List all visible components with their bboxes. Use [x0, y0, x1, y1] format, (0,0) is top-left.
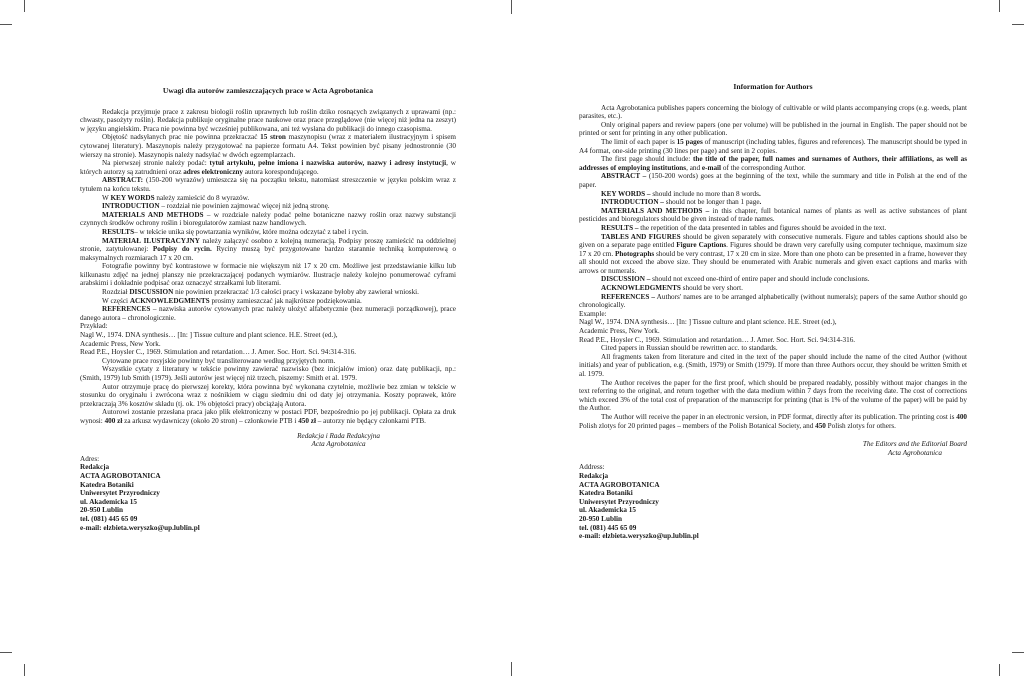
- paragraph: INTRODUCTION – rozdział nie powinien zajmować więcej niż jedną stronę.: [102, 202, 330, 211]
- address-label: Adres:: [80, 454, 100, 463]
- signature-line: Acta Agrobotanica: [311, 440, 366, 449]
- address-line: Uniwersytet Przyrodniczy: [80, 489, 160, 498]
- paragraph: The Author will receive the paper in an electronic version, in PDF format, directly after its publication. The printing cost is 400 Polish zlotys for 20 printed pages – members of the Polish Botanical Society, and 450 Polish zlotys for others.: [579, 412, 967, 430]
- paragraph: Rozdział DISCUSSION nie powinien przekraczać 1/3 całości pracy i wskazane byłoby aby zawierał wnioski.: [102, 288, 419, 297]
- paragraph: REFERENCES – Authors' names are to be arranged alphabetically (without numerals); papers of the same Author should go chronologically.: [579, 292, 967, 310]
- address-line: Katedra Botaniki: [80, 480, 134, 489]
- paragraph: All fragments taken from literature and cited in the text of the paper should include the name of the cited Author (without initials) and year of publication, e.g. (Smith, 1979) or Smith (1979). If more than three Authors occur, they should be written Smith et al. 1979.: [579, 352, 967, 378]
- paragraph: Autor otrzymuje pracę do pierwszej korekty, która powinna być wykonana czytelnie, możliwie bez zmian w tekście w stosunku do oryginału i zwrócona wraz z nośnikiem w ciągu siedmiu dni od daty jej otrzymania. Koszty poprawek, które przekraczają 3% kosztów składu (tj. ok. 1% objętości pracy) obciążają Autora.: [80, 382, 456, 408]
- paragraph: MATERIALS AND METHODS – in this chapter, full botanical names of plants as well as active substances of plant pesticides and bioregulators should be given instead of trade names.: [579, 206, 967, 224]
- paragraph: DISCUSSION – should not exceed one-third of entire paper and should include conclusions.: [601, 275, 870, 284]
- paragraph: ABSTRACT: (150-200 wyrazów) umieszcza się na początku tekstu, natomiast streszczenie w języku polskim wraz z tytułem na końcu tekstu.: [80, 176, 456, 193]
- signature-block: [579, 440, 967, 457]
- paragraph: W KEY WORDS należy zamieścić do 8 wyrazów.: [102, 193, 250, 202]
- reference-example: Read P.E., Hoysler C., 1969. Stimulation and retardation… J. Amer. Soc. Hort. Sci. 94:314-316.: [579, 335, 856, 344]
- reference-example: Read P.E., Hoysler C., 1969. Stimulation and retardation… J. Amer. Soc. Hort. Sci. 94:314-316.: [80, 348, 357, 357]
- example-label: Example:: [579, 309, 607, 318]
- paragraph: Redakcja przyjmuje prace z zakresu biologii roślin uprawnych lub roślin dziko rosnących związanych z uprawami (np.: chwasty, pasożyty roślin). Redakcja publikuje oryginalne prace naukowe oraz prace przeglądowe (nie więcej niż jedna na zeszyt) w języku angielskim. Praca nie powinna być wcześniej publikowana, ani też wysłana do publikacji do innego czasopisma.: [80, 107, 456, 133]
- paragraph: MATERIAŁ ILUSTRACYJNY należy załączyć osobno z kolejną numeracją. Podpisy proszę zamieścić na oddzielnej stronie, zatytułowanej: Podpisy do rycin. Ryciny muszą być przygotowane bardzo starannie techniką komputerową o maksymalnych rozmiarach 17 x 20 cm.: [80, 236, 456, 262]
- paragraph: Autorowi zostanie przesłana praca jako plik elektroniczny w postaci PDF, bezpośrednio po jej publikacji. Opłata za druk wynosi: 400 zł za arkusz wydawniczy (około 20 stron) – członkowie PTB i 450 zł – autorzy nie będący członkami PTB.: [80, 408, 456, 425]
- paragraph: Cited papers in Russian should be rewritten acc. to standards.: [601, 344, 778, 353]
- signature-line: Acta Agrobotanica: [887, 448, 942, 457]
- reference-example: Nagl W., 1974. DNA synthesis… [In: ] Tissue culture and plant science. H.E. Street (ed.),: [80, 331, 338, 340]
- address-email: e-mail: elzbieta.weryszko@up.lublin.pl: [80, 523, 200, 532]
- paragraph: The Author receives the paper for the first proof, which should be prepared readably, possibly without major changes in the text referring to the original, and return together with the data medium within 7 days from the receiving date. The cost of corrections which exceed 3% of the total cost of preparation of the manuscript for printing (that is 1% of the volume of the paper) will be paid by the Author.: [579, 378, 967, 413]
- paragraph: Objętość nadsyłanych prac nie powinna przekraczać 15 stron maszynopisu (wraz z materiałem ilustracyjnym i spisem cytowanej literatury). Maszynopis należy przygotować na papierze formatu A4. Tekst powinien być pisany jednostronnie (30 wierszy na stronie). Maszynopis należy nadsyłać w dwóch egzemplarzach.: [80, 133, 457, 159]
- page-title: Information for Authors: [733, 82, 813, 91]
- english-text-column: [579, 83, 967, 541]
- paragraph: ABSTRACT – (150-200 words) goes at the beginning of the text, while the summary and title in Polish at the end of the paper.: [579, 172, 967, 189]
- address-block: [579, 463, 967, 540]
- reference-example: Nagl W., 1974. DNA synthesis… [In: ] Tissue culture and plant science. H.E. Street (ed.),: [579, 318, 837, 327]
- page-title: Uwagi dla autorów zamieszczających prace w Acta Agrobotanica: [162, 86, 374, 95]
- page-english: [512, 0, 1024, 676]
- signature-block: [80, 432, 380, 449]
- address-line: Redakcja: [80, 463, 110, 472]
- signature-line: Redakcja i Rada Redakcyjna: [297, 431, 380, 440]
- address-line: Redakcja: [579, 471, 609, 480]
- paragraph: RESULTS – the repetition of the data presented in tables and figures should be avoided in the text.: [601, 223, 887, 232]
- example-label: Przykład:: [80, 322, 108, 331]
- paragraph: The limit of each paper is 15 pages of manuscript (including tables, figures and references). The manuscript should be typed in A4 format, one-side printing (30 lines per page) and sent in 2 copies.: [579, 137, 967, 155]
- address-label: Address:: [579, 463, 605, 472]
- reference-example: Academic Press, New York.: [579, 327, 660, 336]
- paragraph: INTRODUCTION – should not be longer than 1 page.: [601, 198, 762, 207]
- paragraph: Na pierwszej stronie należy podać: tytuł artykułu, pełne imiona i nazwiska autorów, nazwy i adresy instytucji, w których autorzy są zatrudnieni oraz adres elektroniczny autora korespondującego.: [80, 159, 456, 176]
- paragraph: RESULTS– w tekście unika się powtarzania wyników, które można odczytać z tabel i rycin.: [102, 227, 369, 236]
- address-line: ACTA AGROBOTANICA: [80, 471, 161, 480]
- address-block: [80, 455, 456, 532]
- paragraph: MATERIALS AND METHODS – w rozdziale należy podać pełne botaniczne nazwy roślin oraz nazwy substancji czynnych środków ochrony roślin i bioregulatorów zamiast nazw handlowych.: [80, 210, 457, 228]
- address-line: tel. (081) 445 65 09: [80, 514, 138, 523]
- paragraph: Cytowane prace rosyjskie powinny być transliterowane według przyjętych norm.: [102, 356, 336, 365]
- paragraph: KEY WORDS – should include no more than 8 words.: [601, 189, 761, 198]
- address-line: ul. Akademicka 15: [579, 506, 636, 515]
- paragraph: Acta Agrobotanica publishes papers concerning the biology of cultivable or wild plants accompanying crops (e.g. weeds, plant parasites, etc.).: [579, 103, 967, 121]
- address-email: e-mail: elzbieta.weryszko@up.lublin.pl: [579, 532, 699, 541]
- address-line: ul. Akademicka 15: [80, 497, 137, 506]
- paragraph: TABLES AND FIGURES should be given separately with consecutive numerals. Figure and tables captions should also be given on a separate page entitled Figure Captions. Figures should be drawn very carefully using computer technique, maximum size 17 x 20 cm. Photographs should be very contrast, 17 x 20 cm in size. More than one photo can be presented in a frame, however they all should not exceed the above size. They should be enumerated with Arabic numerals and given exact captions and marks with arrows or numerals.: [579, 232, 968, 275]
- address-line: 20-950 Lublin: [80, 506, 123, 515]
- polish-text-column: [80, 87, 456, 532]
- paragraph: The first page should include: the title of the paper, full names and surnames of Authors, their affiliations, as well as addresses of employing institutions, and e-mail of the corresponding Author.: [579, 155, 967, 172]
- address-line: Uniwersytet Przyrodniczy: [579, 497, 659, 506]
- paragraph: Fotografie powinny być kontrastowe w formacie nie większym niż 17 x 20 cm. Możliwe jest przedstawianie kilku lub kilkunastu zdjęć na jednej planszy nie przekraczającej podanych wymiarów. Ilustracje należy kolejno ponumerować cyframi arabskimi i dokładnie podpisać oraz oznaczyć strzałkami lub literami.: [80, 262, 456, 288]
- address-line: 20-950 Lublin: [579, 514, 622, 523]
- paragraph: Wszystkie cytaty z literatury w tekście powinny zawierać nazwisko (bez inicjałów imion) oraz datę publikacji, np.: (Smith, 1979) lub Smith (1979). Jeśli autorów jest więcej niż trzech, piszemy: Smith et al. 1979.: [80, 365, 456, 382]
- address-line: ACTA AGROBOTANICA: [579, 480, 660, 489]
- paragraph: W części ACKNOWLEDGMENTS prosimy zamieszczać jak najkrótsze podziękowania.: [102, 296, 362, 305]
- reference-example: Academic Press, New York.: [80, 339, 161, 348]
- address-line: Katedra Botaniki: [579, 489, 633, 498]
- address-line: tel. (081) 445 65 09: [579, 523, 637, 532]
- signature-line: The Editors and the Editorial Board: [862, 440, 967, 449]
- paragraph: REFERENCES – nazwiska autorów cytowanych prac należy ułożyć alfabetycznie (bez numeracji porządkowej), prace danego autora – chronologicznie.: [80, 305, 456, 322]
- paragraph: Only original papers and review papers (one per volume) will be published in the journal in English. The paper should not be printed or sent for printing in any other publication.: [579, 120, 967, 138]
- paragraph: ACKNOWLEDGMENTS should be very short.: [601, 284, 743, 293]
